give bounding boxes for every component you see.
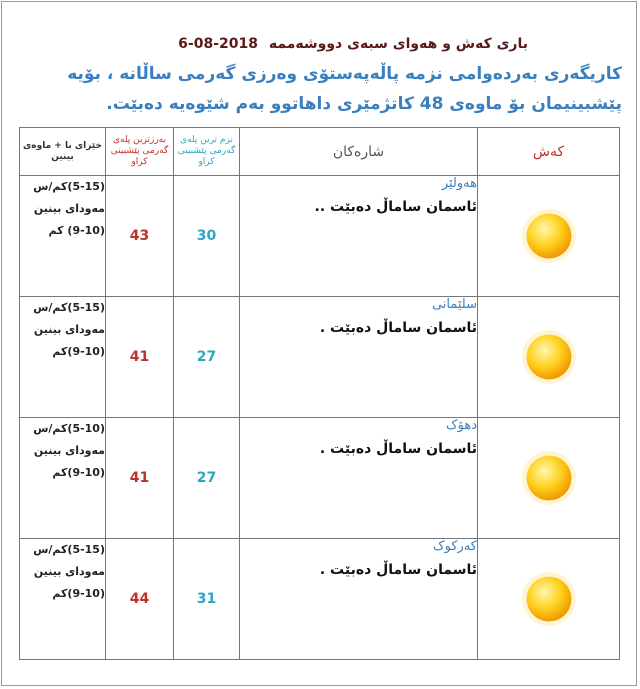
weather-description: ئاسمان ساماڵ دەبێت .. xyxy=(314,199,477,215)
forecast-title xyxy=(178,36,528,52)
city-name: هەولێر xyxy=(441,176,477,191)
table-row xyxy=(20,539,620,660)
wind-visibility-cell xyxy=(20,418,106,539)
wind-visibility-cell xyxy=(20,297,106,418)
forecast-intro-line-2: پێشبینیمان بۆ ماوەی 48 کاتژمێری داهاتوو بەم شێوەیە دەبێت. xyxy=(106,94,622,114)
visibility-label: مەودای بینین xyxy=(33,565,105,578)
wind-speed: (5-15)کم/س xyxy=(33,543,105,556)
max-temp: 44 xyxy=(106,539,174,660)
table-row xyxy=(20,176,620,297)
city-name: کەرکوک xyxy=(433,539,477,554)
weather-icon-cell xyxy=(478,539,620,660)
weather-icon-cell xyxy=(478,297,620,418)
sun-icon xyxy=(521,208,577,264)
wind-speed: (5-15)کم/س xyxy=(33,301,105,314)
city-name: سلێمانی xyxy=(431,297,477,312)
title-text: باری کەش و هەوای سبەی دووشەممە xyxy=(268,36,528,52)
visibility-range: (9-10)کم xyxy=(52,466,105,479)
max-temp: 41 xyxy=(106,418,174,539)
min-temp: 27 xyxy=(174,297,240,418)
weather-description: ئاسمان ساماڵ دەبێت . xyxy=(319,562,477,578)
city-cell xyxy=(240,297,478,418)
weather-icon-cell xyxy=(478,418,620,539)
weather-description: ئاسمان ساماڵ دەبێت . xyxy=(319,320,477,336)
visibility-label: مەودای بینین xyxy=(33,323,105,336)
table-row xyxy=(20,418,620,539)
min-temp: 31 xyxy=(174,539,240,660)
column-header-max-temp: بەرزترین پلەی گەرمی پێشبینی کراو xyxy=(106,128,174,176)
table-header-row xyxy=(20,128,620,176)
forecast-header xyxy=(0,0,640,124)
min-temp: 30 xyxy=(174,176,240,297)
sun-icon xyxy=(521,450,577,506)
sun-icon xyxy=(521,329,577,385)
table-row xyxy=(20,297,620,418)
column-header-wind: خێرای با + ماوەی بینین xyxy=(20,128,106,176)
city-name: دهۆک xyxy=(446,418,477,433)
visibility-label: مەودای بینین xyxy=(33,444,105,457)
city-cell xyxy=(240,539,478,660)
visibility-range: (9-10) کم xyxy=(48,224,105,237)
visibility-range: (9-10)کم xyxy=(52,587,105,600)
max-temp: 43 xyxy=(106,176,174,297)
forecast-table xyxy=(19,127,620,660)
min-temp: 27 xyxy=(174,418,240,539)
wind-speed: (5-10)کم/س xyxy=(33,422,105,435)
wind-visibility-cell xyxy=(20,539,106,660)
wind-speed: (5-15)کم/س xyxy=(33,180,105,193)
city-cell xyxy=(240,418,478,539)
forecast-intro-line: کاریگەری بەردەوامی نزمە پاڵەپەستۆی وەرزی گەرمی ساڵانە ، بۆیە xyxy=(67,64,622,84)
column-header-cities: شارەکان xyxy=(240,128,478,176)
column-header-min-temp: نزم ترین پلەی گەرمی پێشبینی کراو xyxy=(174,128,240,176)
max-temp: 41 xyxy=(106,297,174,418)
visibility-label: مەودای بینین xyxy=(33,202,105,215)
forecast-date: 2018-08-6 xyxy=(178,36,258,52)
visibility-range: (9-10)کم xyxy=(52,345,105,358)
column-header-weather: کەش xyxy=(478,128,620,176)
weather-description: ئاسمان ساماڵ دەبێت . xyxy=(319,441,477,457)
wind-visibility-cell xyxy=(20,176,106,297)
city-cell xyxy=(240,176,478,297)
sun-icon xyxy=(521,571,577,627)
weather-icon-cell xyxy=(478,176,620,297)
